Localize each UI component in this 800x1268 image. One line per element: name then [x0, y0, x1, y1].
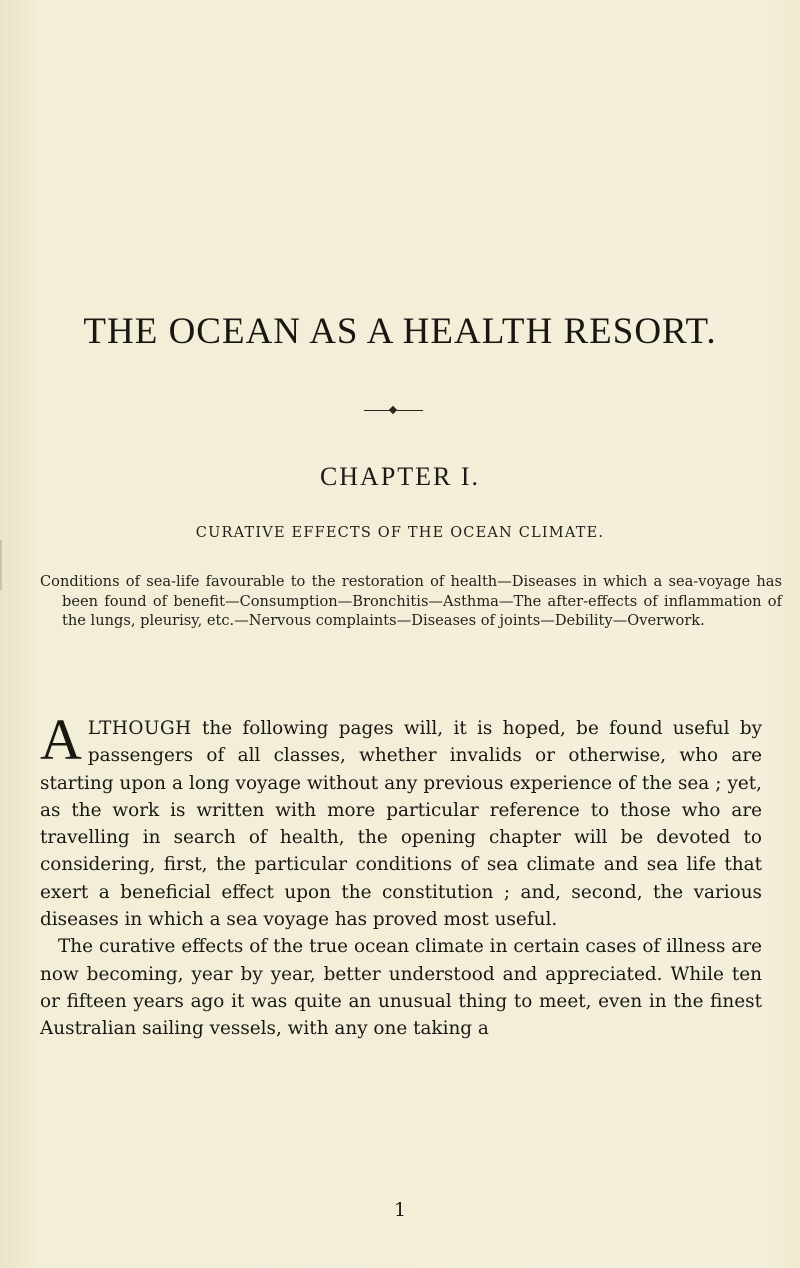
paragraph-1 — [40, 707, 762, 933]
paragraph-1-text: the following pages will, it is hoped, be found useful by passengers of all classes, whether invalids or otherwise, who are starting upon a long voyage without any previous experience of the sea ; yet, as the work is written with more particular reference to those who are travelling in search of health, the opening chapter will be devoted to considering, first, the particular conditions of sea climate and sea life that exert a beneficial effect upon the constitution ; and, second, the various diseases in which a sea voyage has proved most useful. — [40, 718, 762, 931]
chapter-subtitle: CURATIVE EFFECTS OF THE OCEAN CLIMATE. — [195, 525, 605, 541]
chapter-heading: CHAPTER I. — [319, 462, 481, 491]
page-edge-mark — [0, 540, 16, 590]
ornament-line-right — [397, 410, 423, 411]
page-number: 1 — [393, 1199, 407, 1221]
ornament-line-left — [364, 410, 390, 411]
chapter-synopsis: Conditions of sea-life favourable to the restoration of health—Diseases in which a sea-voyage has been found of benefit—Consumption—Bronchitis—Asthma—The after-effects of inflammation of the lungs, pleurisy, etc.—Nervous complaints—Diseases of joints—Debility—Overwork. — [40, 573, 782, 630]
ornament-divider — [364, 407, 424, 415]
lead-caps: LTHOUGH — [87, 718, 192, 739]
body-text — [40, 707, 762, 1043]
book-title: THE OCEAN AS A HEALTH RESORT. — [83, 311, 717, 352]
drop-cap: A — [40, 707, 82, 772]
ornament-diamond — [389, 406, 397, 414]
paragraph-2: The curative effects of the true ocean climate in certain cases of illness are now becoming, year by year, better understood and appreciated. While ten or fifteen years ago it was quite an unusual thing to meet, even in the finest Australian sailing vessels, with any one taking a — [40, 936, 762, 1040]
